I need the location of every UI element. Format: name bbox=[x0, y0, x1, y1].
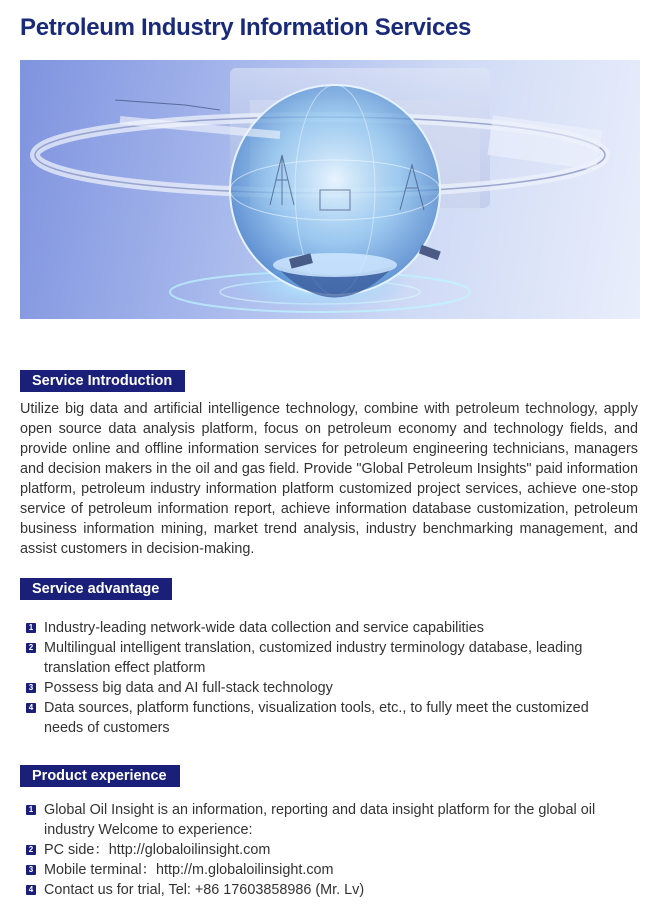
list-item-text: Possess big data and AI full-stack technology bbox=[44, 680, 333, 696]
list-item bbox=[26, 800, 616, 840]
section-heading-product-experience: Product experience bbox=[20, 765, 180, 787]
number-1-icon: 1 bbox=[26, 805, 36, 815]
service-advantage-list bbox=[26, 618, 616, 738]
list-item-text: Industry-leading network-wide data collection and service capabilities bbox=[44, 620, 484, 636]
list-item[interactable] bbox=[26, 860, 616, 880]
pc-site-link[interactable]: PC side：http://globaloilinsight.com bbox=[44, 842, 271, 858]
number-4-icon: 4 bbox=[26, 885, 36, 895]
product-experience-list bbox=[26, 800, 616, 900]
service-introduction-text: Utilize big data and artificial intelligence technology, combine with petroleum technology, apply open source data analysis platform, focus on petroleum economy and technology fields, and provide online and offline information services for petroleum engineering technicians, managers and decision makers in the oil and gas field. Provide "Global Petroleum Insights" paid information platform, petroleum industry information platform customized project services, achieve one-stop service of petroleum information report, achieve information database customization, petroleum business information mining, market trend analysis, industry benchmarking management, and assist customers in decision-making. bbox=[20, 401, 638, 557]
list-item bbox=[26, 678, 616, 698]
petroleum-globe-illustration bbox=[20, 60, 640, 319]
list-item bbox=[26, 880, 616, 900]
number-1-icon: 1 bbox=[26, 623, 36, 633]
section-heading-service-advantage: Service advantage bbox=[20, 578, 172, 600]
list-item bbox=[26, 638, 616, 678]
number-3-icon: 3 bbox=[26, 865, 36, 875]
mobile-site-link[interactable]: Mobile terminal：http://m.globaloilinsight.com bbox=[44, 862, 334, 878]
list-item bbox=[26, 618, 616, 638]
list-item-text: Global Oil Insight is an information, reporting and data insight platform for the global oil industry Welcome to experience: bbox=[44, 802, 596, 838]
section-heading-service-introduction: Service Introduction bbox=[20, 370, 185, 392]
hero-banner-image bbox=[20, 60, 640, 319]
list-item[interactable] bbox=[26, 840, 616, 860]
number-2-icon: 2 bbox=[26, 643, 36, 653]
contact-text: Contact us for trial, Tel: +86 17603858986 (Mr. Lv) bbox=[44, 882, 365, 898]
list-item-text: Data sources, platform functions, visualization tools, etc., to fully meet the customized needs of customers bbox=[44, 700, 589, 736]
list-item-text: Multilingual intelligent translation, customized industry terminology database, leading translation effect platform bbox=[44, 640, 583, 676]
list-item bbox=[26, 698, 616, 738]
page-title: Petroleum Industry Information Services bbox=[20, 14, 472, 41]
number-3-icon: 3 bbox=[26, 683, 36, 693]
number-4-icon: 4 bbox=[26, 703, 36, 713]
number-2-icon: 2 bbox=[26, 845, 36, 855]
